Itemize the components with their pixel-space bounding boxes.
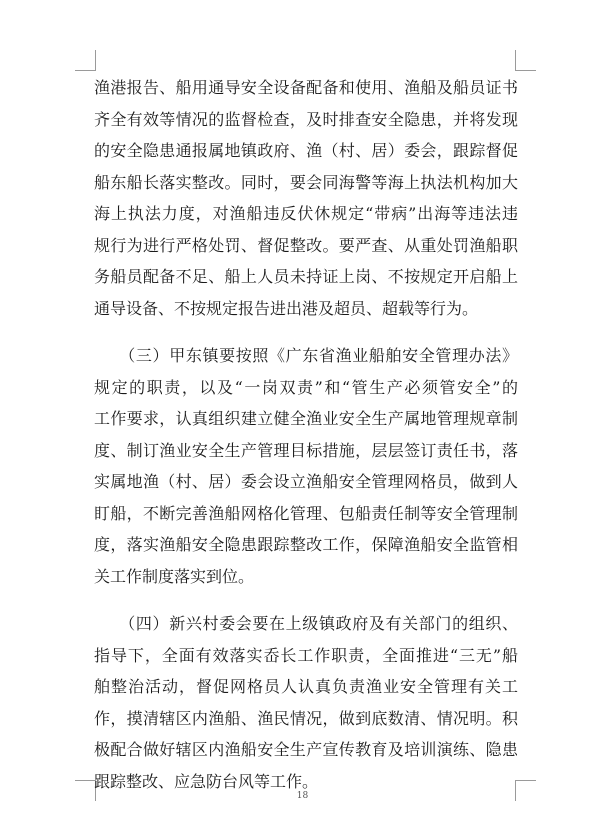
text-line: 通导设备、不按规定报告进出港及超员、超载等行为。 [94,298,479,318]
text-line: 规定的职责，以及“一岗双责”和“管生产必须管安全”的 [94,377,518,397]
text-line: 船东船长落实整改。同时，要会同海警等海上执法机构加大 [94,172,518,192]
paragraph-section-3 [94,340,518,592]
text-line: 度，落实渔船安全隐患跟踪整改工作，保障渔船安全监管相 [94,535,518,554]
page-corner-mark-top-left [75,50,96,71]
text-line: 务船员配备不足、船上人员未持证上岗、不按规定开启船上 [94,267,518,286]
text-line: 的安全隐患通报属地镇政府、渔（村、居）委会，跟踪督促 [94,141,518,160]
text-line: 指导下，全面有效落实岙长工作职责，全面推进“三无”船 [94,645,518,665]
text-line: （四）新兴村委会要在上级镇政府及有关部门的组织、 [94,614,518,633]
text-line: 规行为进行严格处罚、督促整改。要严查、从重处罚渔船职 [94,235,518,255]
text-line: 工作要求，认真组织建立健全渔业安全生产属地管理规章制 [94,409,518,428]
page-corner-mark-top-right [515,50,536,71]
document-body [94,72,518,797]
paragraph-spacer [94,324,518,340]
paragraph-spacer [94,592,518,608]
text-line: 作，摸清辖区内渔船、渔民情况，做到底数清、情况明。积 [94,708,518,728]
text-line: 实属地渔（村、居）委会设立渔船安全管理网格员，做到人 [94,472,518,491]
text-line: 海上执法力度，对渔船违反伏休规定“带病”出海等违法违 [94,204,518,223]
text-line: 度、制订渔业安全生产管理目标措施，层层签订责任书，落 [94,440,518,460]
paragraph-continuation [94,72,518,324]
paragraph-section-4 [94,608,518,797]
text-line: 舶整治活动，督促网格员人认真负责渔业安全管理有关工 [94,677,518,696]
text-line: 关工作制度落实到位。 [94,566,255,586]
page-number: 18 [296,791,309,801]
text-line: 跟踪整改、应急防台风等工作。 [94,771,319,791]
text-line: 齐全有效等情况的监督检查，及时排查安全隐患，并将发现 [94,109,518,129]
text-line: 极配合做好辖区内渔船安全生产宣传教育及培训演练、隐患 [94,740,518,759]
text-line: 渔港报告、船用通导安全设备配备和使用、渔船及船员证书 [94,78,518,97]
text-line: 盯船，不断完善渔船网格化管理、包船责任制等安全管理制 [94,503,518,523]
text-line: （三）甲东镇要按照《广东省渔业船舶安全管理办法》 [94,346,518,365]
